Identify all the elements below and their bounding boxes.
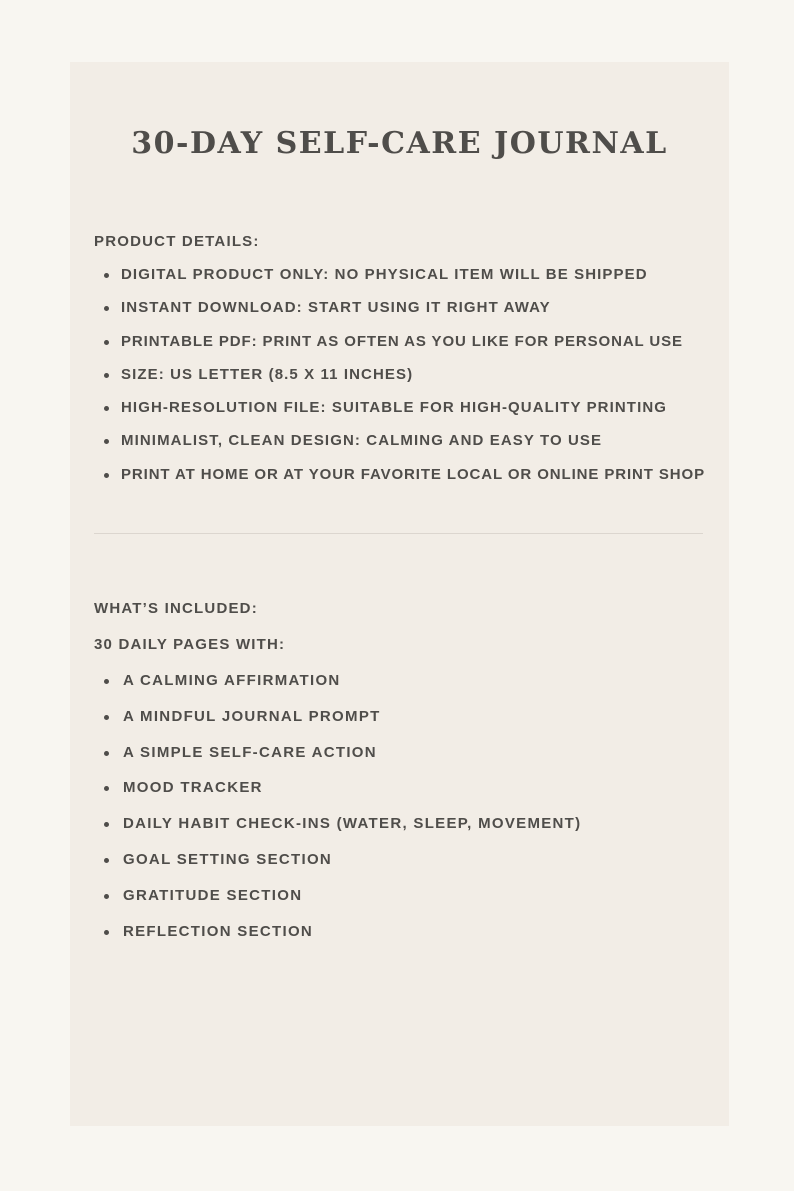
list-item: INSTANT DOWNLOAD: START USING IT RIGHT AWAY (94, 298, 705, 331)
daily-pages-subheading: 30 DAILY PAGES WITH: (94, 636, 286, 653)
journal-card (70, 62, 729, 1126)
list-item: REFLECTION SECTION (94, 922, 581, 958)
whats-included-heading: WHAT’S INCLUDED: (94, 600, 258, 617)
list-item: HIGH-RESOLUTION FILE: SUITABLE FOR HIGH-QUALITY PRINTING (94, 398, 705, 431)
list-item: MINIMALIST, CLEAN DESIGN: CALMING AND EASY TO USE (94, 431, 705, 464)
list-item: A SIMPLE SELF-CARE ACTION (94, 743, 581, 779)
list-item: MOOD TRACKER (94, 778, 581, 814)
section-divider (94, 533, 703, 534)
list-item: SIZE: US LETTER (8.5 X 11 INCHES) (94, 365, 705, 398)
list-item: A CALMING AFFIRMATION (94, 671, 581, 707)
list-item: GRATITUDE SECTION (94, 886, 581, 922)
product-details-list (94, 265, 705, 498)
product-details-heading: PRODUCT DETAILS: (94, 233, 260, 250)
list-item: DIGITAL PRODUCT ONLY: NO PHYSICAL ITEM WILL BE SHIPPED (94, 265, 705, 298)
list-item: A MINDFUL JOURNAL PROMPT (94, 707, 581, 743)
list-item: PRINTABLE PDF: PRINT AS OFTEN AS YOU LIKE FOR PERSONAL USE (94, 332, 705, 365)
list-item: DAILY HABIT CHECK-INS (WATER, SLEEP, MOVEMENT) (94, 814, 581, 850)
list-item: GOAL SETTING SECTION (94, 850, 581, 886)
list-item: PRINT AT HOME OR AT YOUR FAVORITE LOCAL OR ONLINE PRINT SHOP (94, 465, 705, 498)
page-title: 30-DAY SELF-CARE JOURNAL (131, 126, 668, 161)
included-list (94, 671, 581, 957)
